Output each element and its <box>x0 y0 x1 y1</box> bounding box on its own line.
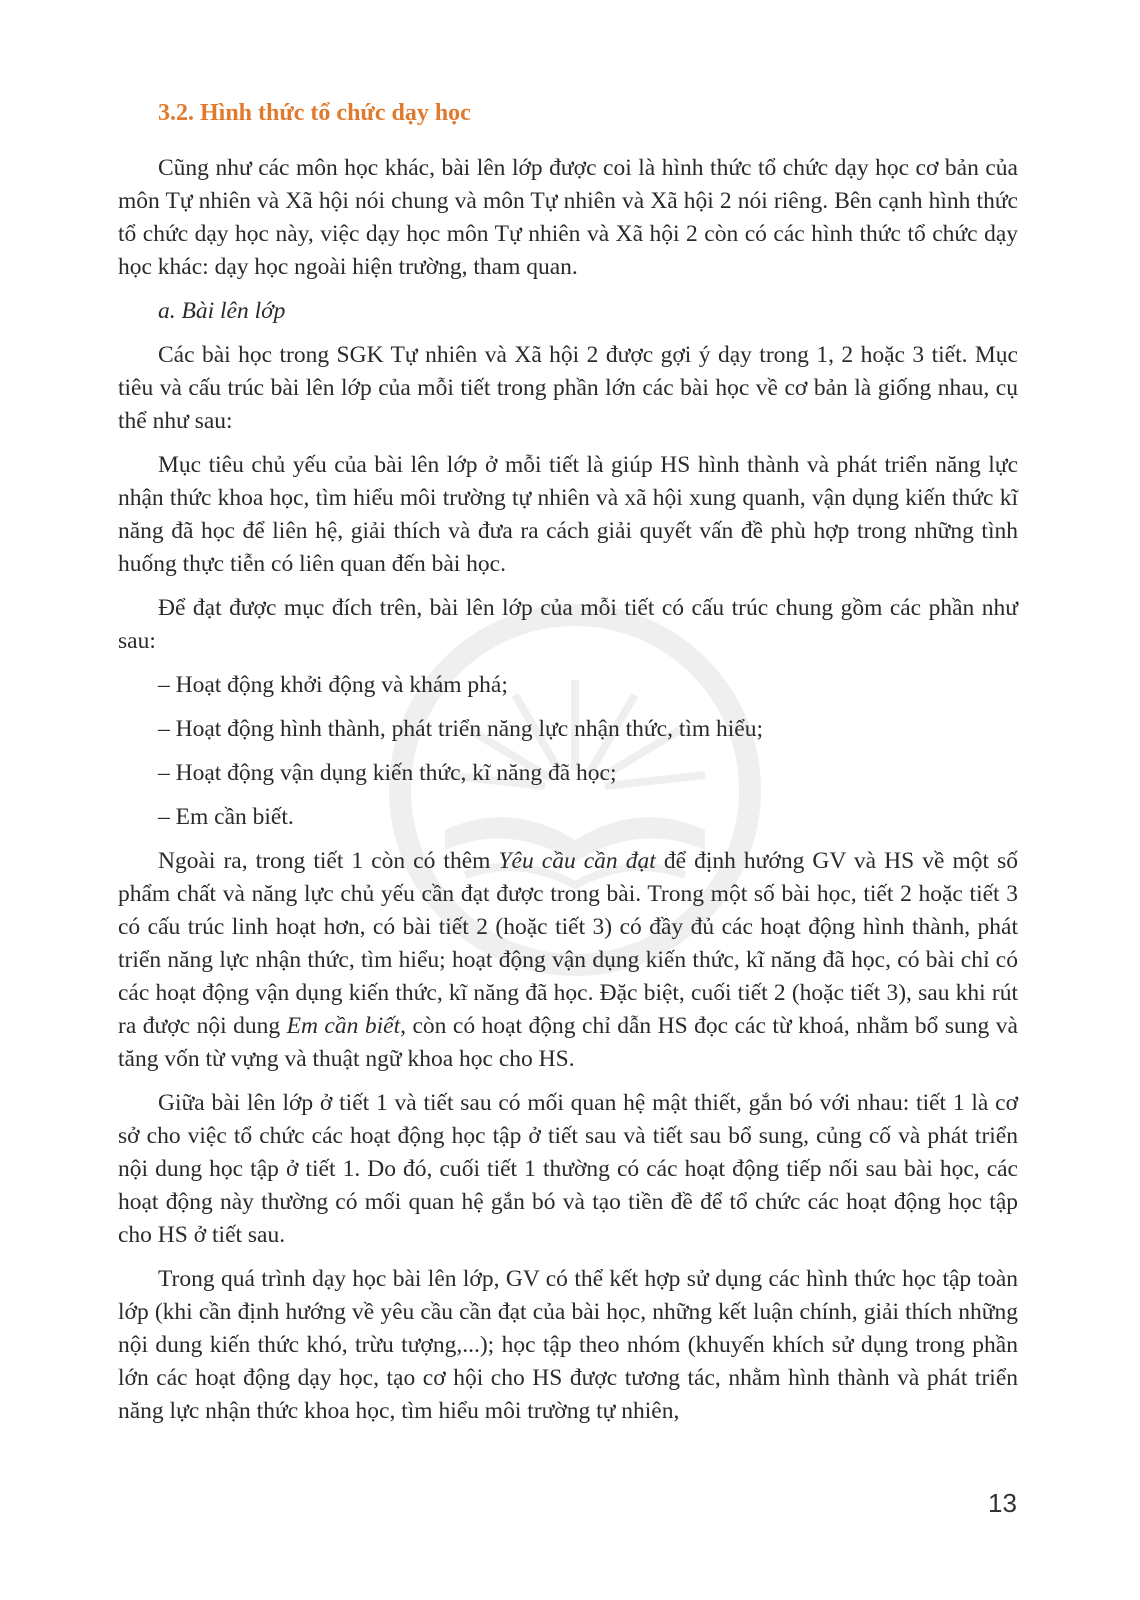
list-item: – Hoạt động vận dụng kiến thức, kĩ năng đã học; <box>158 760 617 786</box>
list-item: – Em cần biết. <box>158 804 294 830</box>
page-content <box>118 96 1018 1439</box>
list-item: – Hoạt động khởi động và khám phá; <box>158 672 508 698</box>
text-span: Ngoài ra, trong tiết 1 còn có thêm <box>158 848 499 874</box>
paragraph-forms: Trong quá trình dạy học bài lên lớp, GV có thể kết hợp sử dụng các hình thức học tập toàn lớp (khi cần định hướng về yêu cầu cần đạt của bài học, những kết luận chính, giải thích những nội dung kiến thức khó, trừu tượng,...); học tập theo nhóm (khuyến khích sử dụng trong phần lớn các hoạt động dạy học, tạo cơ hội cho HS được tương tác, nhằm hình thành và phát triển năng lực nhận thức khoa học, tìm hiểu môi trường tự nhiên, <box>118 1266 1018 1424</box>
paragraph-structure: Để đạt được mục đích trên, bài lên lớp của mỗi tiết có cấu trúc chung gồm các phần như sau: <box>118 595 1018 654</box>
paragraph-intro: Cũng như các môn học khác, bài lên lớp được coi là hình thức tổ chức dạy học cơ bản của môn Tự nhiên và Xã hội nói chung và môn Tự nhiên và Xã hội 2 nói riêng. Bên cạnh hình thức tổ chức dạy học này, việc dạy học môn Tự nhiên và Xã hội 2 còn có các hình thức tổ chức dạy học khác: dạy học ngoài hiện trường, tham quan. <box>118 155 1018 280</box>
section-heading: 3.2. Hình thức tổ chức dạy học <box>158 100 471 126</box>
paragraph-objective: Mục tiêu chủ yếu của bài lên lớp ở mỗi tiết là giúp HS hình thành và phát triển năng lực nhận thức khoa học, tìm hiểu môi trường tự nhiên và xã hội xung quanh, vận dụng kiến thức kĩ năng đã học để liên hệ, giải thích và đưa ra cách giải quyết vấn đề phù hợp trong những tình huống thực tiễn có liên quan đến bài học. <box>118 452 1018 577</box>
list-item: – Hoạt động hình thành, phát triển năng lực nhận thức, tìm hiểu; <box>158 716 764 742</box>
text-span: để định hướng GV và HS về một số phẩm chất và năng lực chủ yếu cần đạt được trong bài. Trong một số bài học, tiết 2 hoặc tiết 3 có cấu trúc linh hoạt hơn, có bài tiết 2 (hoặc tiết 3) có đầy đủ các hoạt động hình thành, phát triển năng lực nhận thức, tìm hiểu; hoạt động vận dụng kiến thức, kĩ năng đã học, có bài chỉ có các hoạt động vận dụng kiến thức, kĩ năng đã học. Đặc biệt, cuối tiết 2 (hoặc tiết 3), sau khi rút ra được nội dung <box>118 848 1019 1039</box>
italic-term: Em cần biết <box>286 1013 401 1039</box>
paragraph-lessons: Các bài học trong SGK Tự nhiên và Xã hội 2 được gợi ý dạy trong 1, 2 hoặc 3 tiết. Mục tiêu và cấu trúc bài lên lớp của mỗi tiết trong phần lớn các bài học về cơ bản là giống nhau, cụ thể như sau: <box>118 342 1018 434</box>
subheading-bai-len-lop: a. Bài lên lớp <box>158 298 286 324</box>
italic-term: Yêu cầu cần đạt <box>498 848 656 874</box>
paragraph-additional <box>118 845 1018 1076</box>
page-number: 13 <box>988 1488 1017 1518</box>
paragraph-relationship: Giữa bài lên lớp ở tiết 1 và tiết sau có mối quan hệ mật thiết, gắn bó với nhau: tiết 1 là cơ sở cho việc tổ chức các hoạt động học tập ở tiết sau và tiết sau bổ sung, củng cố và phát triển nội dung học tập ở tiết 1. Do đó, cuối tiết 1 thường có các hoạt động tiếp nối sau bài học, các hoạt động này thường có mối quan hệ gắn bó và tạo tiền đề để tổ chức các hoạt động học tập cho HS ở tiết sau. <box>118 1090 1018 1248</box>
text-span: , còn có hoạt động chỉ dẫn HS đọc các từ khoá, nhằm bổ sung và tăng vốn từ vựng và thuật ngữ khoa học cho HS. <box>118 1013 1018 1072</box>
